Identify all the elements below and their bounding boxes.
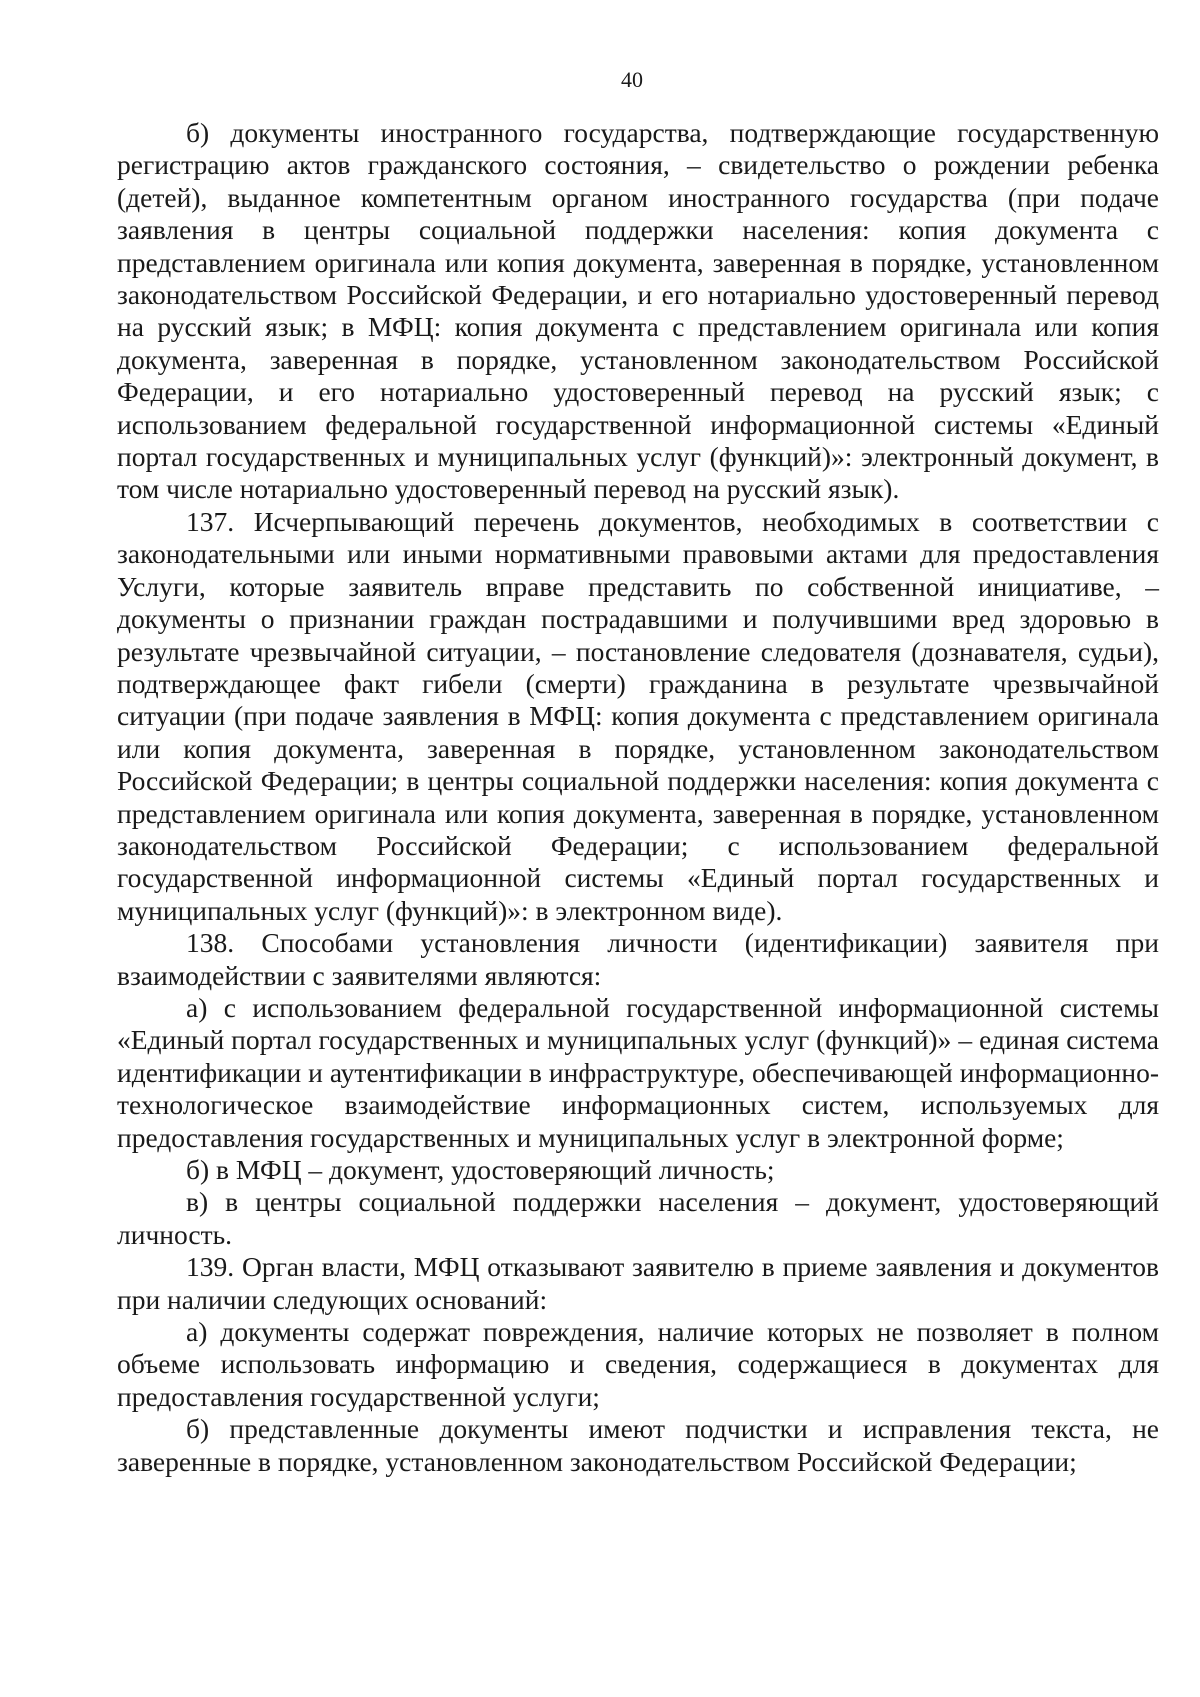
paragraph-138-v: в) в центры социальной поддержки населения – документ, удостоверяющий личность. [117, 1186, 1159, 1250]
paragraph-138-b: б) в МФЦ – документ, удостоверяющий личность; [186, 1154, 775, 1185]
paragraph-138: 138. Способами установления личности (идентификации) заявителя при взаимодействии с заявителями являются: [117, 927, 1159, 991]
paragraph-138-a: а) с использованием федеральной государственной информационной системы «Единый портал государственных и муниципальных услуг (функций)» – единая система идентификации и аутентификации в инфраструктуре, обеспечивающей информационно-технологическое взаимодействие информационных систем, используемых для предоставления государственных и муниципальных услуг в электронной форме; [117, 991, 1159, 1153]
paragraph-139-b: б) представленные документы имеют подчистки и исправления текста, не заверенные в порядке, установленном законодательством Российской Федерации; [117, 1413, 1159, 1477]
page-number: 40 [621, 67, 643, 92]
document-body [117, 117, 1159, 1478]
paragraph-b-foreign-documents: б) документы иностранного государства, подтверждающие государственную регистрацию актов гражданского состояния, – свидетельство о рождении ребенка (детей), выданное компетентным органом иностранного государства (при подаче заявления в центры социальной поддержки населения: копия документа с представлением оригинала или копия документа, заверенная в порядке, установленном законодательством Российской Федерации, и его нотариально удостоверенный перевод на русский язык; в МФЦ: копия документа с представлением оригинала или копия документа, заверенная в порядке, установленном законодательством Российской Федерации, и его нотариально удостоверенный перевод на русский язык; с использованием федеральной государственной информационной системы «Единый портал государственных и муниципальных услуг (функций)»: электронный документ, в том числе нотариально удостоверенный перевод на русский язык). [117, 117, 1159, 505]
paragraph-137: 137. Исчерпывающий перечень документов, необходимых в соответствии с законодательными или иными нормативными правовыми актами для предоставления Услуги, которые заявитель вправе представить по собственной инициативе, – документы о признании граждан пострадавшими и получившими вред здоровью в результате чрезвычайной ситуации, – постановление следователя (дознавателя, судьи), подтверждающее факт гибели (смерти) гражданина в результате чрезвычайной ситуации (при подаче заявления в МФЦ: копия документа с представлением оригинала или копия документа, заверенная в порядке, установленном законодательством Российской Федерации; в центры социальной поддержки населения: копия документа с представлением оригинала или копия документа, заверенная в порядке, установленном законодательством Российской Федерации; с использованием федеральной государственной информационной системы «Единый портал государственных и муниципальных услуг (функций)»: в электронном виде). [117, 505, 1159, 926]
paragraph-139: 139. Орган власти, МФЦ отказывают заявителю в приеме заявления и документов при наличии следующих оснований: [117, 1251, 1159, 1315]
paragraph-139-a: а) документы содержат повреждения, наличие которых не позволяет в полном объеме использовать информацию и сведения, содержащиеся в документах для предоставления государственной услуги; [117, 1316, 1159, 1412]
